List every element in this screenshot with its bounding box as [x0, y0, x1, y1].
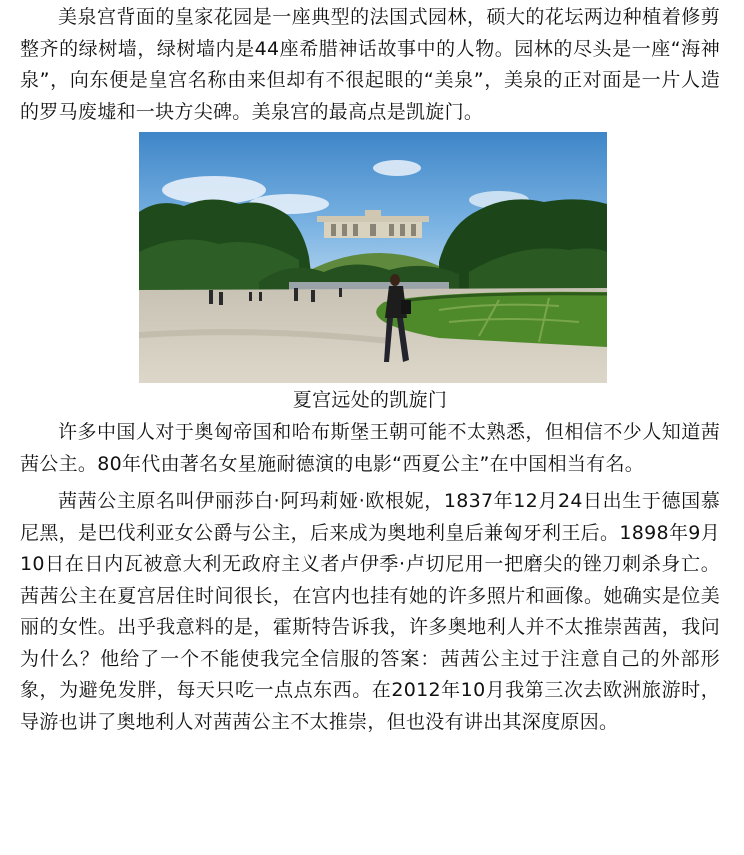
- gloriette-photo: [139, 132, 607, 383]
- figure: [20, 132, 720, 415]
- paragraph-sisi-intro: 许多中国人对于奥匈帝国和哈布斯堡王朝可能不太熟悉，但相信不少人知道茜茜公主。80年代由著名女星施耐德演的电影“西夏公主”在中国相当有名。: [20, 421, 720, 475]
- paragraph-sisi-bio: 茜茜公主原名叫伊丽莎白·阿玛莉娅·欧根妮，1837年12月24日出生于德国慕尼黑，是巴伐利亚女公爵与公主，后来成为奥地利皇后兼匈牙利王后。1898年9月10日在日内瓦被意大利无政府主义者卢伊季·卢切尼用一把磨尖的锉刀刺杀身亡。茜茜公主在夏宫居住时间很长，在宫内也挂有她的许多照片和画像。她确实是位美丽的女性。出乎我意料的是，霍斯特告诉我，许多奥地利人并不太推崇茜茜，我问为什么？他给了一个不能使我完全信服的答案：茜茜公主过于注意自己的外部形象，为避免发胖，每天只吃一点点东西。在2012年10月我第三次去欧洲旅游时，导游也讲了奥地利人对茜茜公主不太推崇，但也没有讲出其深度原因。: [20, 490, 720, 733]
- cloud: [373, 160, 421, 176]
- paragraph-garden: 美泉宫背面的皇家花园是一座典型的法国式园林，硕大的花坛两边种植着修剪整齐的绿树墙，绿树墙内是44座希腊神话故事中的人物。园林的尽头是一座“海神泉”，向东便是皇宫名称由来但却有不很起眼的“美泉”，美泉的正对面是一片人造的罗马废墟和一块方尖碑。美泉宫的最高点是凯旋门。: [20, 6, 720, 123]
- article: [20, 2, 720, 738]
- figure-caption: 夏宫远处的凯旋门: [292, 389, 448, 411]
